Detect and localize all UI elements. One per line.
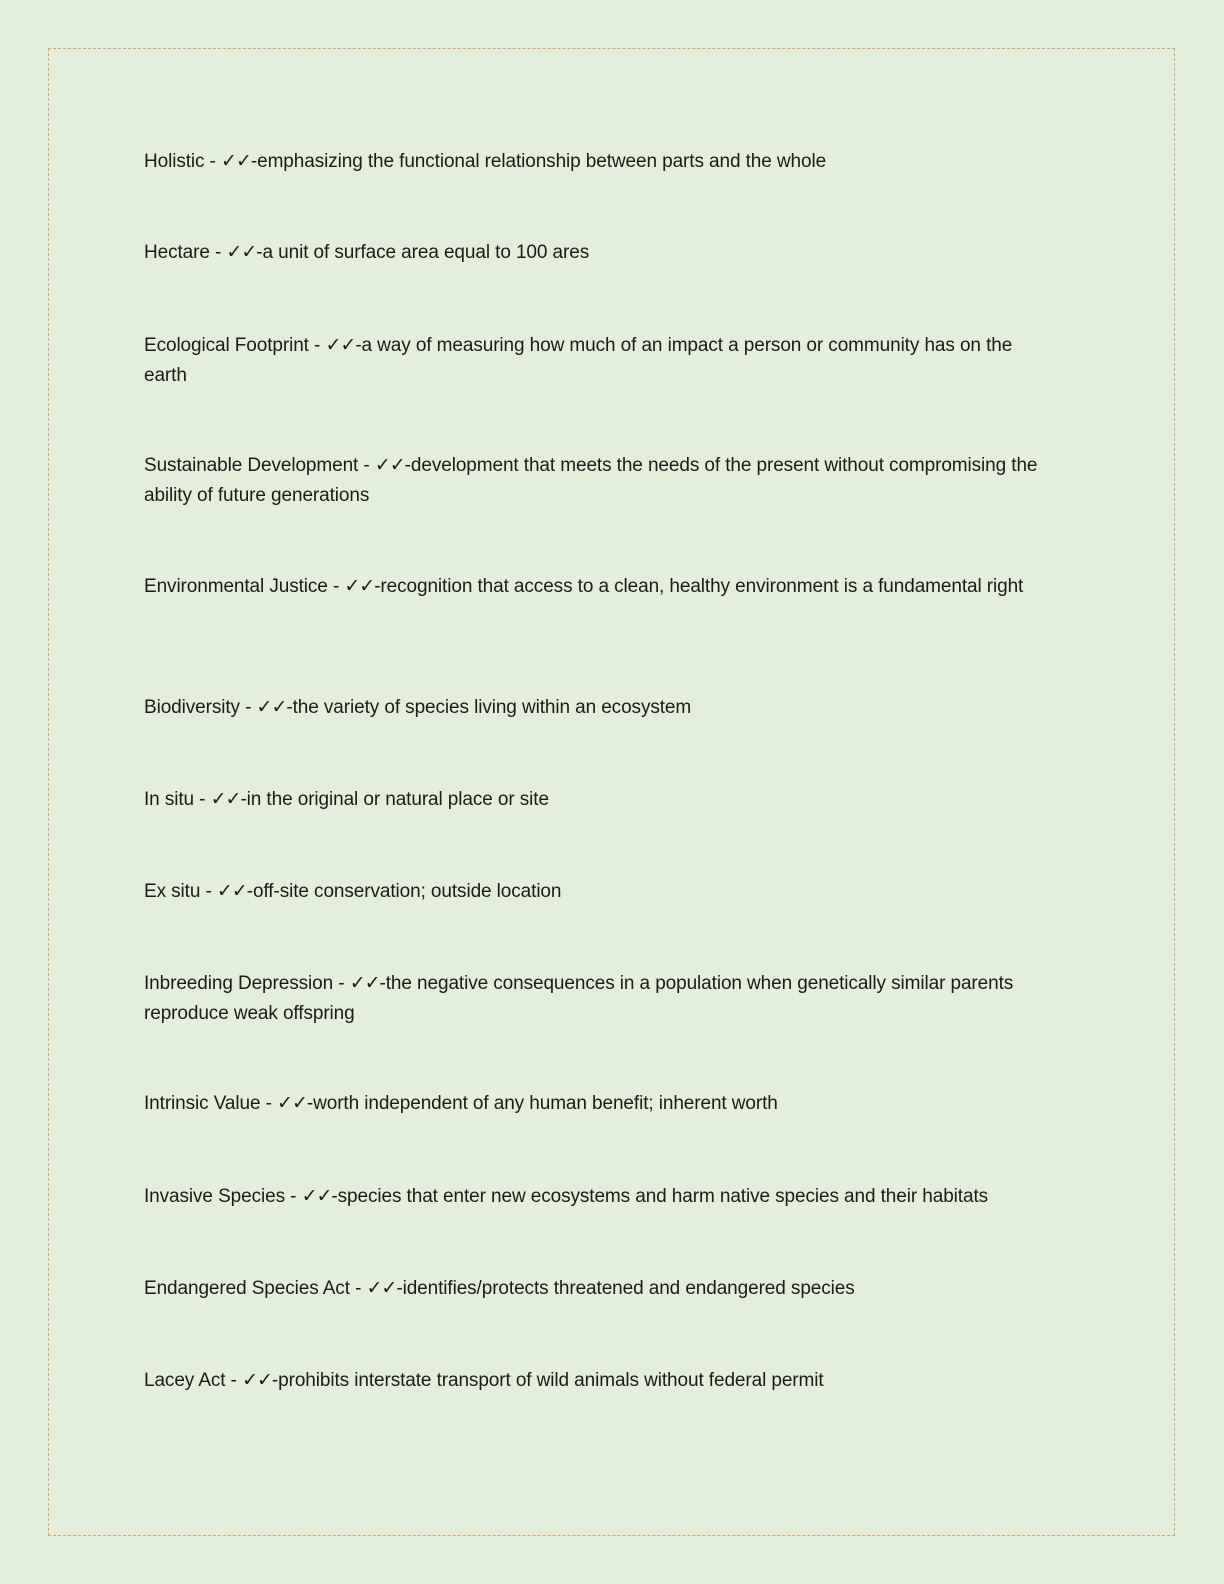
- term-entry-lacey-act: [144, 1365, 1054, 1396]
- double-check-icon: ✓✓: [210, 788, 241, 810]
- definition: -recognition that access to a clean, healthy environment is a fundamental right: [374, 576, 1024, 597]
- term-entry-holistic: [144, 146, 1054, 177]
- term: Holistic: [144, 151, 205, 172]
- definition: -species that enter new ecosystems and harm native species and their habitats: [331, 1186, 989, 1207]
- double-check-icon: ✓✓: [256, 696, 287, 718]
- term-entry-ex-situ: [144, 876, 1054, 907]
- term-entry-in-situ: [144, 784, 1054, 815]
- definition: -a unit of surface area equal to 100 ares: [256, 242, 590, 263]
- definition: -the negative consequences in a population when genetically similar parents reproduce weak offspring: [144, 973, 1014, 1024]
- term: Hectare: [144, 242, 210, 263]
- definition: -emphasizing the functional relationship between parts and the whole: [250, 151, 827, 172]
- term-entry-hectare: [144, 237, 1054, 268]
- definition: -in the original or natural place or site: [240, 789, 549, 810]
- double-check-icon: ✓✓: [221, 150, 251, 172]
- separator: -: [349, 1278, 367, 1299]
- definition: -the variety of species living within an ecosystem: [286, 697, 692, 718]
- double-check-icon: ✓✓: [226, 241, 257, 263]
- term: In situ: [144, 789, 194, 810]
- term: Invasive Species: [144, 1186, 285, 1207]
- double-check-icon: ✓✓: [325, 334, 356, 356]
- definition: -off-site conservation; outside location: [246, 881, 562, 902]
- term: Ecological Footprint: [144, 335, 309, 356]
- separator: -: [209, 242, 227, 263]
- double-check-icon: ✓✓: [242, 1369, 272, 1391]
- term: Environmental Justice: [144, 576, 328, 597]
- term-entry-environmental-justice: [144, 571, 1054, 602]
- definition: -a way of measuring how much of an impact a person or community has on the earth: [144, 335, 1013, 386]
- separator: -: [333, 973, 350, 994]
- separator: -: [225, 1370, 243, 1391]
- term: Intrinsic Value: [144, 1093, 261, 1114]
- separator: -: [239, 697, 257, 718]
- term: Biodiversity: [144, 697, 240, 718]
- definition: -development that meets the needs of the present without compromising the ability of future generations: [144, 455, 1038, 506]
- separator: -: [327, 576, 345, 597]
- term: Inbreeding Depression: [144, 973, 334, 994]
- definition: -identifies/protects threatened and endangered species: [396, 1278, 855, 1299]
- double-check-icon: ✓✓: [349, 972, 380, 994]
- term-entry-intrinsic-value: [144, 1088, 1054, 1119]
- separator: -: [260, 1093, 278, 1114]
- term-entry-sustainable-development: [144, 450, 1054, 511]
- separator: -: [204, 151, 222, 172]
- separator: -: [284, 1186, 302, 1207]
- double-check-icon: ✓✓: [301, 1185, 332, 1207]
- double-check-icon: ✓✓: [366, 1277, 397, 1299]
- separator: -: [308, 335, 326, 356]
- term-entry-ecological-footprint: [144, 330, 1054, 391]
- double-check-icon: ✓✓: [344, 575, 375, 597]
- separator: -: [200, 881, 217, 902]
- separator: -: [194, 789, 211, 810]
- term: Ex situ: [144, 881, 201, 902]
- term-entry-invasive-species: [144, 1181, 1054, 1212]
- term: Lacey Act: [144, 1370, 226, 1391]
- double-check-icon: ✓✓: [216, 880, 247, 902]
- term: Sustainable Development: [144, 455, 359, 476]
- term-entry-inbreeding-depression: [144, 968, 1054, 1029]
- separator: -: [358, 455, 375, 476]
- definition: -worth independent of any human benefit; inherent worth: [306, 1093, 778, 1114]
- double-check-icon: ✓✓: [374, 454, 405, 476]
- term-entry-endangered-species-act: [144, 1273, 1054, 1304]
- double-check-icon: ✓✓: [277, 1092, 307, 1114]
- definition: -prohibits interstate transport of wild animals without federal permit: [271, 1370, 824, 1391]
- term: Endangered Species Act: [144, 1278, 350, 1299]
- term-entry-biodiversity: [144, 692, 1054, 723]
